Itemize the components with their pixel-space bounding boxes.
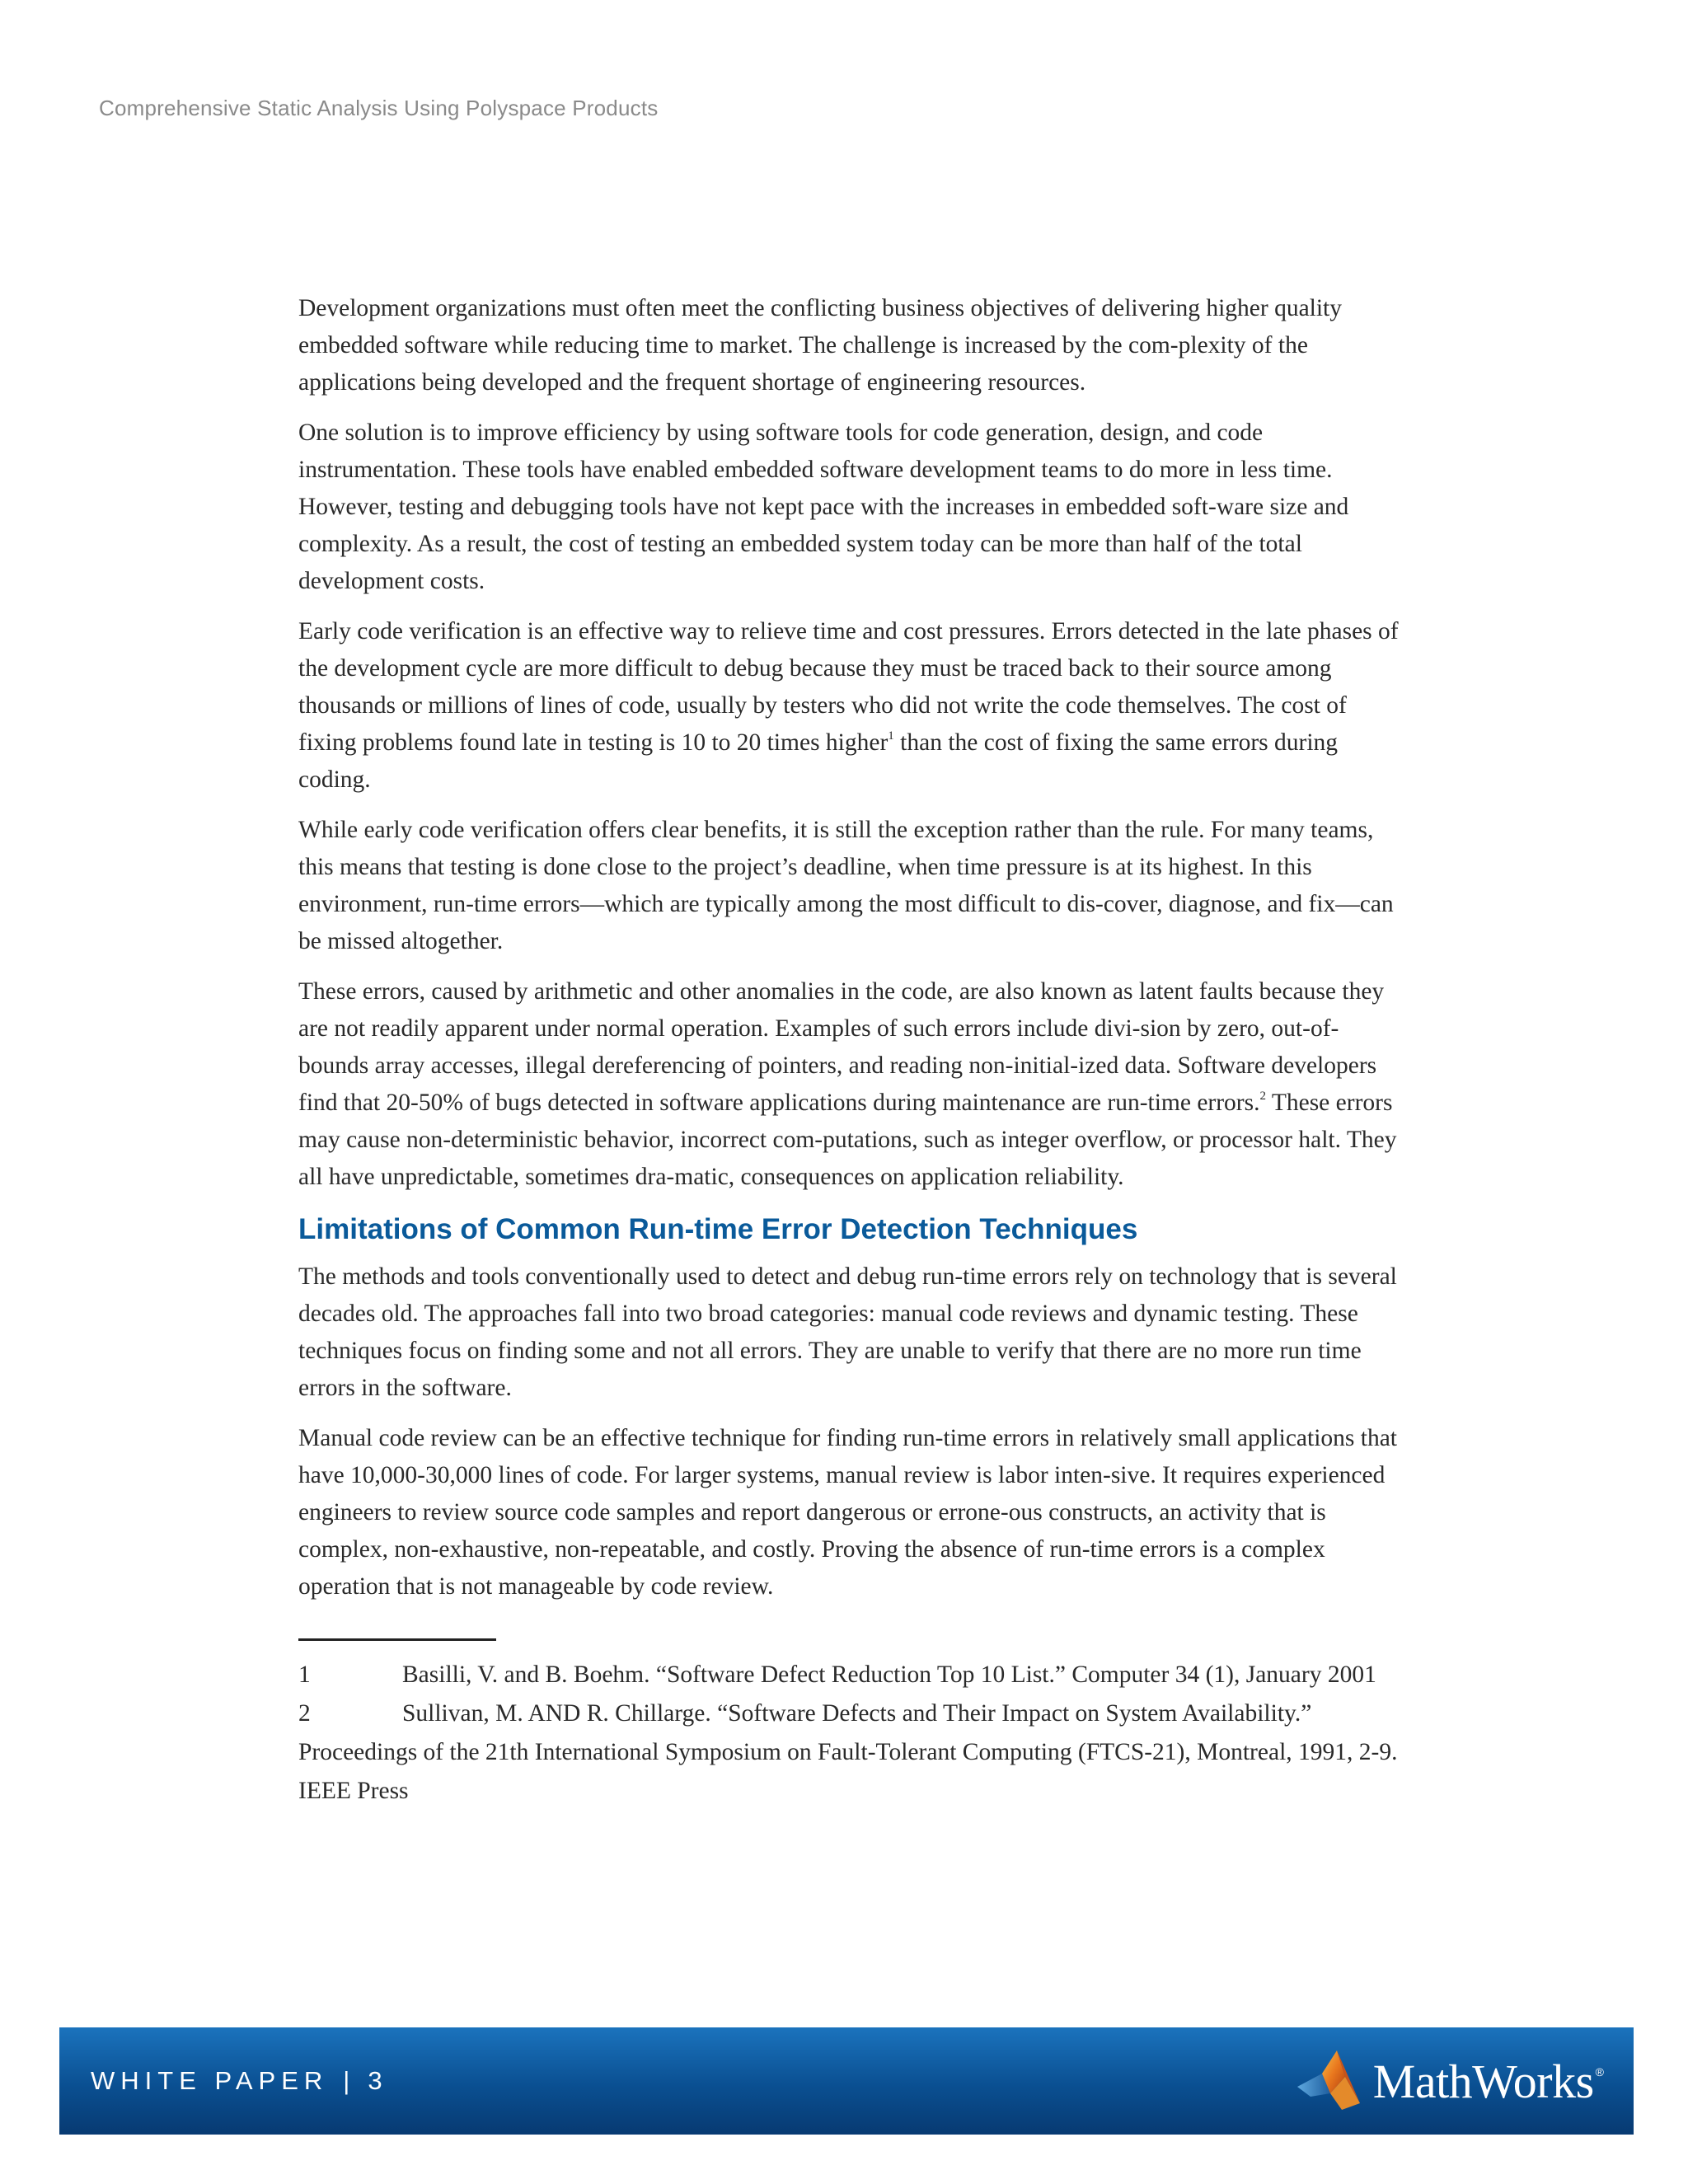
registered-mark: ® bbox=[1595, 2065, 1604, 2079]
footnote-number: 1 bbox=[298, 1661, 311, 1688]
page-number: 3 bbox=[368, 2066, 388, 2095]
brand-name: MathWorks bbox=[1372, 2054, 1594, 2108]
footnote-divider bbox=[298, 1638, 496, 1641]
footnote-text: Basilli, V. and B. Boehm. “Software Defect Reduction Top 10 List.” Computer 34 (1), January 2001 bbox=[402, 1661, 1376, 1688]
section-heading: Limitations of Common Run-time Error Detection Techniques bbox=[298, 1213, 1138, 1245]
footnote-text: Sullivan, M. AND R. Chillarge. “Software Defects and Their Impact on System Availability.” Proceedings of the 21th International Symposium on Fault-Tolerant Computing (FTCS-21), Montreal, 1991, 2-9. IEEE Press bbox=[298, 1700, 1398, 1804]
paragraph-7: Manual code review can be an effective technique for finding run-time errors in relatively small applications that have 10,000-30,000 lines of code. For larger systems, manual review is labor inten-sive. It requires experienced engineers to review source code samples and report dangerous or errone-ous constructs, an activity that is complex, non-exhaustive, non-repeatable, and costly. Proving the absence of run-time errors is a complex operation that is not manageable by code review. bbox=[298, 1425, 1398, 1600]
paragraph-3-text-b: than the cost of fixing the same errors during coding. bbox=[298, 729, 1339, 793]
paragraph-5-text-a: These errors, caused by arithmetic and other anomalies in the code, are also known as latent faults because they are not readily apparent under normal operation. Examples of such errors include divi-sion by zero, out-of-bounds array accesses, illegal dereferencing of pointers, and reading non-initial-ized data. Software developers find that 20-50% of bugs detected in software applications during maintenance are run-time errors. bbox=[298, 978, 1385, 1116]
paragraph-5-text-b: These errors may cause non-deterministic behavior, incorrect com-putations, such as integer overflow, or processor halt. They all have unpredictable, sometimes dra-matic, consequences on application reliability. bbox=[298, 1090, 1397, 1190]
mathworks-logo[interactable] bbox=[1294, 2046, 1604, 2116]
footnote-2 bbox=[298, 1694, 1403, 1811]
paragraph-4: While early code verification offers clear benefits, it is still the exception rather than the rule. For many teams, this means that testing is done close to the project’s deadline, when time pressure is at its highest. In this environment, run-time errors—which are typically among the most difficult to dis-cover, diagnose, and fix—can be missed altogether. bbox=[298, 817, 1394, 954]
paragraph-3 bbox=[298, 613, 1403, 799]
footnote-ref-1[interactable]: 1 bbox=[888, 729, 894, 743]
paragraph-1: Development organizations must often meet the conflicting business objectives of delivering higher quality embedded software while reducing time to market. The challenge is increased by the com-plexity of the applications being developed and the frequent shortage of engineering resources. bbox=[298, 295, 1343, 396]
running-header: Comprehensive Static Analysis Using Polyspace Products bbox=[99, 96, 659, 120]
paragraph-6: The methods and tools conventionally used to detect and debug run-time errors rely on technology that is several decades old. The approaches fall into two broad categories: manual code reviews and dynamic testing. These techniques focus on finding some and not all errors. They are unable to verify that there are no more run time errors in the software. bbox=[298, 1263, 1397, 1401]
footer-band bbox=[59, 2027, 1634, 2135]
paragraph-5 bbox=[298, 973, 1403, 1196]
footer-separator: | bbox=[343, 2066, 350, 2095]
paragraph-3-text-a: Early code verification is an effective way to relieve time and cost pressures. Errors detected in the late phases of the development cycle are more difficult to debug because they must be traced back to their source among thousands or millions of lines of code, usually by testers who did not write the code themselves. The cost of fixing problems found late in testing is 10 to 20 times higher bbox=[298, 618, 1399, 756]
white-paper-label: WHITE PAPER bbox=[91, 2066, 329, 2095]
footer-label bbox=[91, 2027, 388, 2135]
matlab-membrane-icon bbox=[1294, 2046, 1365, 2116]
paragraph-2: One solution is to improve efficiency by using software tools for code generation, design, and code instrumentation. These tools have enabled embedded software development teams to do more in less time. However, testing and debugging tools have not kept pace with the increases in embedded soft-ware size and complexity. As a result, the cost of testing an embedded system today can be more than half of the total development costs. bbox=[298, 419, 1349, 594]
main-content bbox=[298, 290, 1403, 1811]
footnote-1 bbox=[298, 1656, 1403, 1694]
footnote-ref-2[interactable]: 2 bbox=[1259, 1090, 1266, 1104]
footnote-number: 2 bbox=[298, 1700, 311, 1727]
